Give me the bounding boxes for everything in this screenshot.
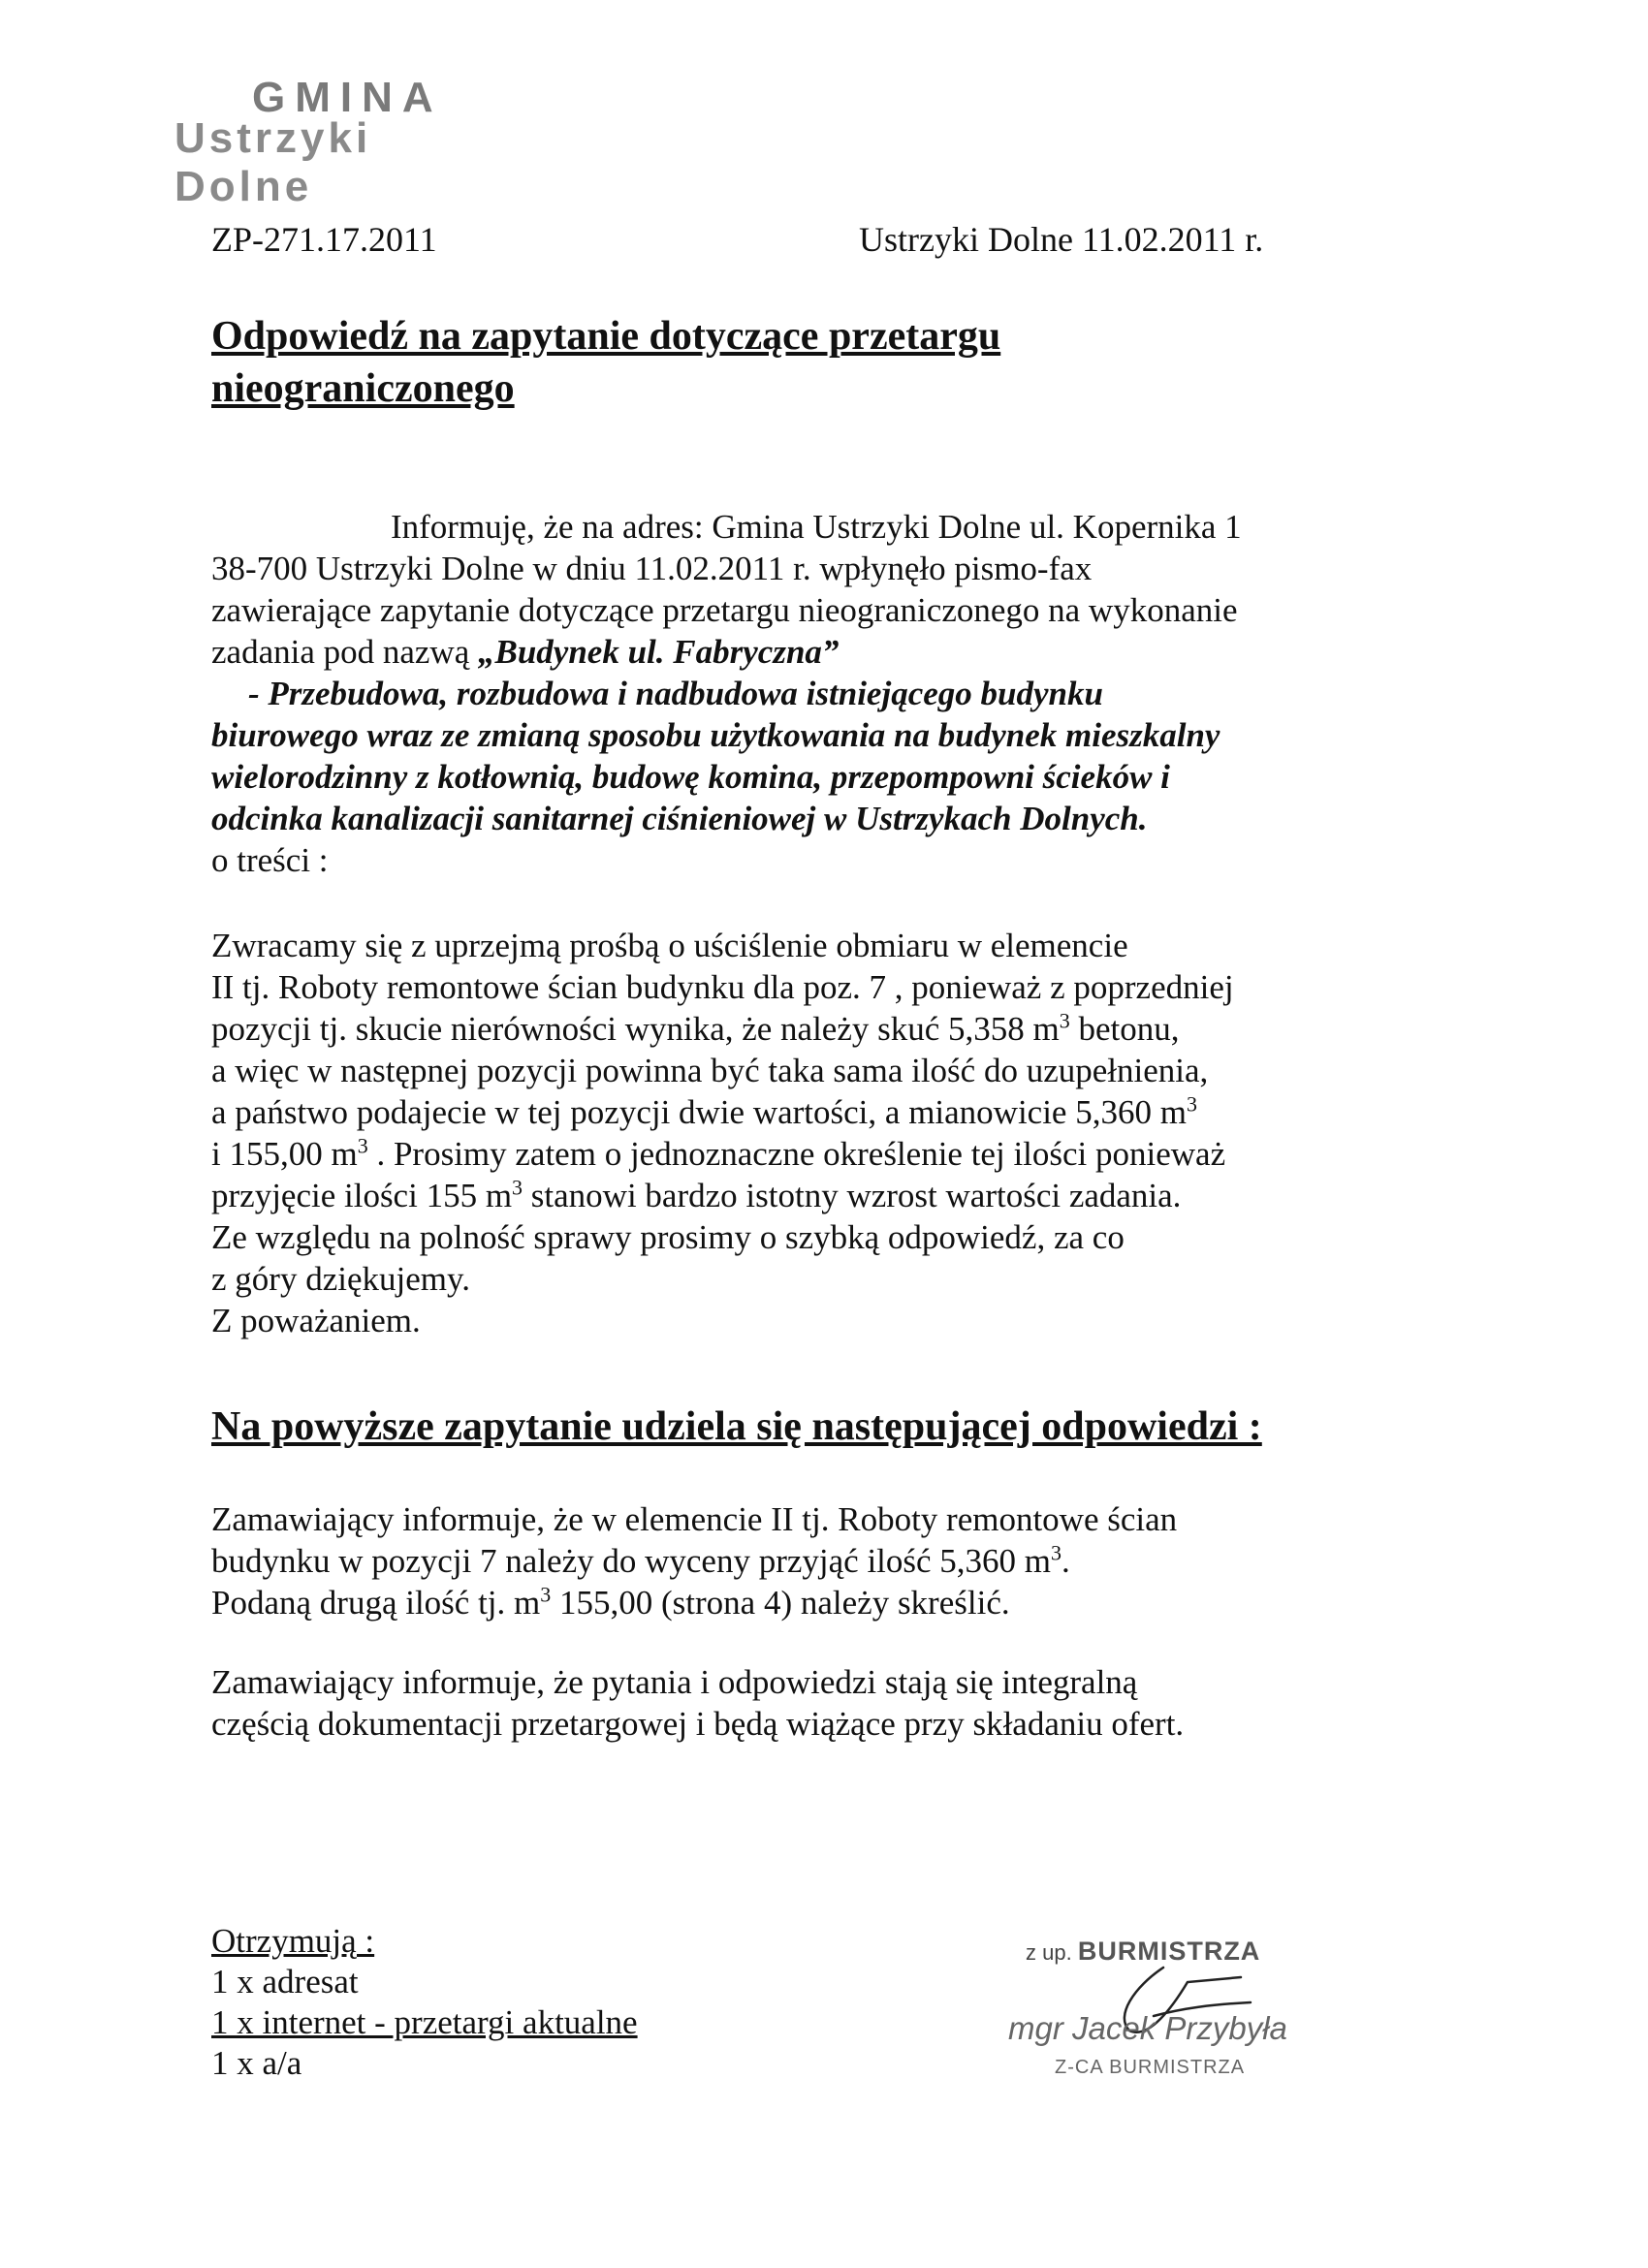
answer-text: budynku w pozycji 7 należy do wyceny przyjąć ilość 5,360 m — [211, 1542, 1052, 1580]
question-text: . Prosimy zatem o jednoznaczne określenie tej ilości ponieważ — [367, 1135, 1226, 1173]
distribution-item: 1 x internet - przetargi aktualne — [211, 2003, 638, 2041]
question-line — [211, 1175, 1423, 1216]
question-line — [211, 1091, 1423, 1133]
title-line-2: nieograniczonego — [211, 366, 515, 411]
question-text: przyjęcie ilości 155 m — [211, 1177, 513, 1214]
intro-line: o treści : — [211, 841, 329, 879]
superscript: 3 — [357, 1133, 368, 1158]
document-title — [211, 310, 1229, 415]
question-text: stanowi bardzo istotny wzrost wartości zadania. — [523, 1177, 1182, 1214]
answer-paragraph-1 — [211, 1498, 1423, 1623]
answer-line: Zamawiający informuje, że pytania i odpowiedzi stają się integralną — [211, 1663, 1138, 1701]
intro-line: 38-700 Ustrzyki Dolne w dniu 11.02.2011 r. wpłynęło pismo-fax — [211, 550, 1093, 587]
place-and-date: Ustrzyki Dolne 11.02.2011 r. — [859, 220, 1264, 259]
superscript: 3 — [1051, 1540, 1062, 1565]
question-text: pozycji tj. skucie nierówności wynika, że należy skuć 5,358 m — [211, 1010, 1060, 1048]
intro-text: zadania pod nazwą — [211, 633, 478, 671]
question-line: a więc w następnej pozycji powinna być taka sama ilość do uzupełnienia, — [211, 1052, 1209, 1089]
question-line: II tj. Roboty remontowe ścian budynku dla poz. 7 , ponieważ z poprzedniej — [211, 968, 1234, 1006]
intro-line: Informuję, że na adres: Gmina Ustrzyki Dolne ul. Kopernika 1 — [391, 508, 1242, 546]
intro-line: zawierające zapytanie dotyczące przetargu nieograniczonego na wykonanie — [211, 591, 1238, 629]
superscript: 3 — [512, 1175, 523, 1200]
question-line: Ze względu na polność sprawy prosimy o szybką odpowiedź, za co — [211, 1218, 1125, 1256]
answer-paragraph-2 — [211, 1661, 1423, 1745]
question-text: a państwo podajecie w tej pozycji dwie wartości, a mianowicie 5,360 m — [211, 1093, 1187, 1131]
intro-line — [211, 631, 1423, 673]
intro-paragraph — [211, 506, 1423, 881]
distribution-item: 1 x adresat — [211, 1963, 359, 2000]
question-line — [211, 1008, 1423, 1050]
stamp-office: BURMISTRZA — [1077, 1937, 1261, 1966]
answer-text: Podaną drugą ilość tj. m — [211, 1584, 541, 1622]
question-line: Z poważaniem. — [211, 1302, 421, 1339]
question-line: Zwracamy się z uprzejmą prośbą o uściślenie obmiaru w elemencie — [211, 927, 1128, 964]
logo-line-2: Ustrzyki Dolne — [174, 114, 372, 210]
question-line — [211, 1133, 1423, 1175]
signatory-name: mgr Jacek Przybyła — [1008, 2010, 1287, 2046]
superscript: 3 — [540, 1582, 552, 1607]
distribution-label: Otrzymują : — [211, 1922, 375, 1960]
project-description-line: biurowego wraz ze zmianą sposobu użytkowania na budynek mieszkalny — [211, 716, 1220, 754]
superscript: 3 — [1059, 1008, 1070, 1033]
answer-text: . — [1062, 1542, 1070, 1580]
gmina-logo — [174, 68, 523, 210]
answer-text: 155,00 (strona 4) należy skreślić. — [551, 1584, 1010, 1622]
project-description-line: wielorodzinny z kotłownią, budowę komina, przepompowni ścieków i — [211, 758, 1170, 796]
logo-line-1: GMINA — [252, 74, 443, 121]
question-paragraph — [211, 925, 1423, 1341]
stamp-prefix: z up. — [1026, 1940, 1072, 1965]
title-line-1: Odpowiedź na zapytanie dotyczące przetargu — [211, 314, 1001, 359]
project-description-line: odcinka kanalizacji sanitarnej ciśnieniowej w Ustrzykach Dolnych. — [211, 800, 1148, 837]
reference-number: ZP-271.17.2011 — [211, 220, 437, 259]
answer-line — [211, 1540, 1423, 1582]
question-text: i 155,00 m — [211, 1135, 358, 1173]
question-line: z góry dziękujemy. — [211, 1260, 470, 1298]
distribution-item: 1 x a/a — [211, 2044, 302, 2082]
question-text: betonu, — [1069, 1010, 1180, 1048]
distribution-list — [211, 1921, 638, 2084]
project-description-line: - Przebudowa, rozbudowa i nadbudowa istniejącego budynku — [248, 675, 1103, 712]
answer-line: Zamawiający informuje, że w elemencie II tj. Roboty remontowe ścian — [211, 1500, 1178, 1538]
superscript: 3 — [1186, 1091, 1197, 1117]
signatory-role: Z-CA BURMISTRZA — [1055, 2057, 1246, 2078]
project-name: „Budynek ul. Fabryczna” — [478, 633, 840, 671]
signature-stamp — [1008, 1929, 1377, 2113]
answer-line: częścią dokumentacji przetargowej i będą wiążące przy składaniu ofert. — [211, 1705, 1185, 1743]
answer-heading: Na powyższe zapytanie udziela się następującej odpowiedzi : — [211, 1404, 1262, 1449]
answer-line — [211, 1582, 1423, 1623]
